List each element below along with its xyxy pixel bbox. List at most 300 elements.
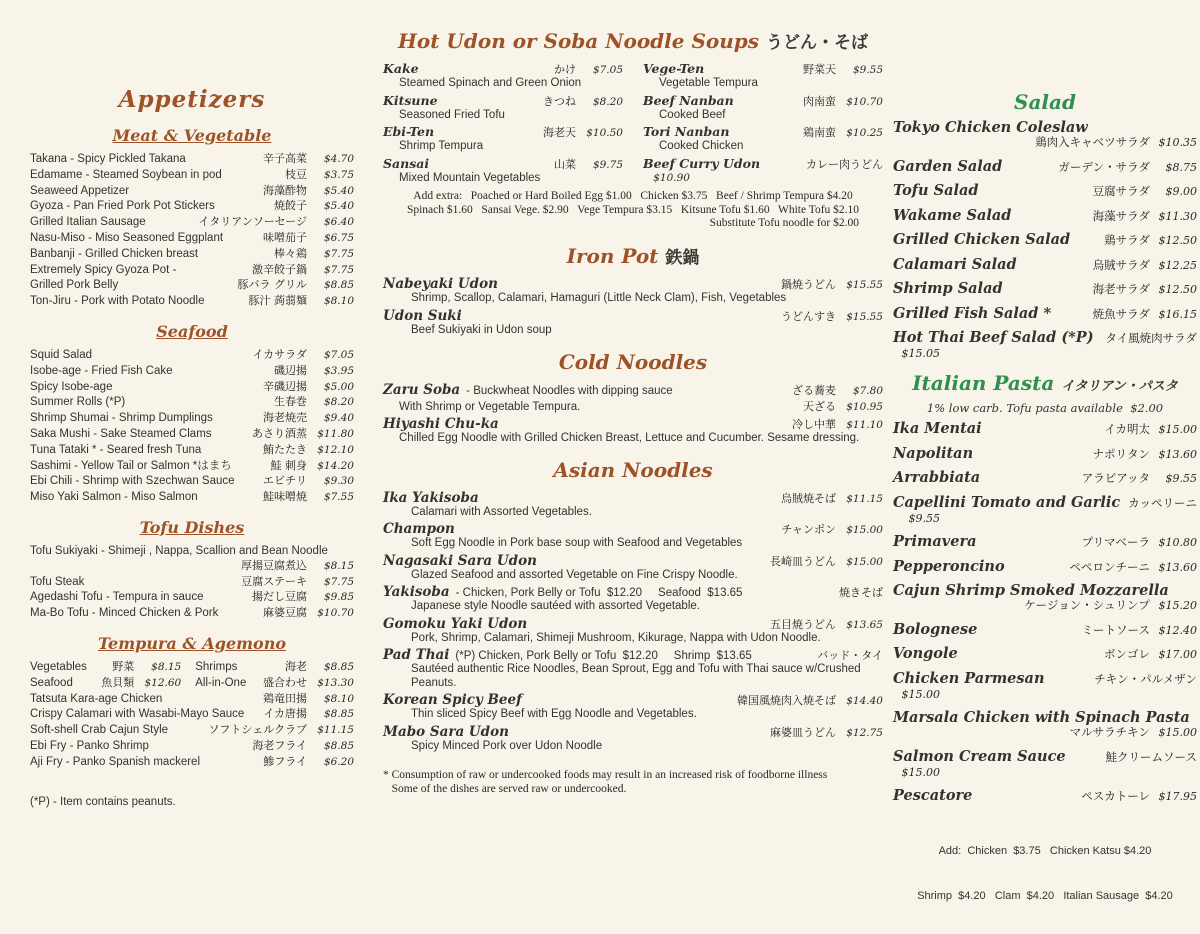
item-description: Shrimp, Scallop, Calamari, Hamaguri (Little Neck Clam), Fish, Vegetables — [411, 291, 787, 304]
item-name: Tokyo Chicken Coleslaw — [893, 119, 1088, 136]
menu-item-row — [893, 208, 1197, 224]
item-name: Yakisoba — [383, 584, 450, 600]
menu-item-row — [383, 61, 623, 91]
tofu-dishes-heading: Tofu Dishes — [139, 517, 245, 537]
salad-pasta-column — [893, 90, 1197, 934]
item-name: Soft-shell Crab Cajun Style — [30, 724, 169, 737]
item-name-jp: チャンポン — [781, 523, 836, 536]
hot-udon-soba-heading — [383, 28, 883, 53]
item-name: Pescatore — [893, 787, 973, 804]
item-description: Mixed Mountain Vegetables — [399, 171, 541, 184]
disclaimer-line-1: * Consumption of raw or undercooked foods may result in an increased risk of foodborne illness — [383, 769, 828, 781]
item-name-jp: タイ風焼肉サラダ — [1105, 331, 1197, 345]
item-price: $8.15 — [323, 559, 354, 572]
item-name-jp: 海藻サラダ — [1092, 208, 1150, 223]
item-name-jp: 鮭 刺身 — [270, 458, 307, 472]
item-description: Shrimp Tempura — [399, 140, 484, 152]
item-price: $9.55 — [852, 64, 883, 76]
item-name-jp: 鯵フライ — [263, 754, 307, 768]
menu-item-row — [893, 257, 1197, 273]
pasta-add-line-2: Shrimp $4.20 Clam $4.20 Italian Sausage $4.20 — [917, 890, 1173, 902]
item-name-jp: うどんすき — [781, 310, 836, 323]
item-name-jp: 鶏サラダ — [1104, 233, 1150, 247]
menu-item-row — [30, 755, 354, 770]
item-name: Kake — [383, 61, 419, 76]
item-name-jp: 麻婆豆腐 — [263, 606, 307, 620]
item-price: $15.00 — [901, 687, 940, 701]
item-name: Tatsuta Kara-age Chicken — [30, 692, 163, 705]
item-price: $13.60 — [1158, 447, 1197, 461]
menu-item-row — [893, 306, 1197, 322]
item-name-jp: 五目焼うどん — [770, 617, 836, 631]
item-name-jp: 鍋焼うどん — [781, 277, 836, 291]
item-name-jp: あさり酒蒸 — [252, 426, 307, 440]
cold-noodles-list — [383, 382, 883, 446]
item-name-jp: 山菜 — [554, 157, 576, 171]
item-description: Calamari with Assorted Vegetables. — [411, 505, 592, 518]
item-name: Vegetables — [30, 660, 87, 673]
item-name: Pad Thai — [383, 647, 450, 663]
menu-item-row — [893, 330, 1197, 361]
item-name-jp: カレー肉うどん — [806, 157, 883, 171]
item-name-jp: 鶏竜田揚 — [263, 691, 307, 705]
item-price: $8.85 — [323, 279, 354, 292]
menu-item-row — [383, 416, 883, 432]
item-name-jp: プリマベーラ — [1081, 535, 1150, 549]
add-extra-line-1: Add extra: Poached or Hard Boiled Egg $1.00 Chicken $3.75 Beef / Shrimp Tempura $4.20 — [413, 190, 853, 202]
item-name: Tuna Tataki * - Seared fresh Tuna — [30, 443, 202, 456]
item-name: Hot Thai Beef Salad (*P) — [893, 329, 1094, 346]
item-price: $17.00 — [1158, 648, 1197, 661]
item-name-jp: 激辛餃子鍋 — [252, 262, 307, 276]
item-price: $12.25 — [1158, 258, 1197, 272]
item-description: Soft Egg Noodle in Pork base soup with Seafood and Vegetables — [411, 537, 743, 549]
menu-item-row — [30, 215, 354, 230]
item-name: Beef Nanban — [643, 92, 734, 108]
item-price: $15.00 — [1158, 726, 1197, 739]
appetizers-column — [30, 86, 354, 808]
item-price: $10.90 — [653, 171, 690, 184]
item-price: $8.20 — [592, 95, 623, 108]
item-name: Udon Suki — [383, 308, 462, 324]
item-name-jp: イタリアンソーセージ — [198, 215, 307, 229]
item-name: Grilled Italian Sausage — [30, 216, 146, 229]
menu-item-row — [30, 575, 354, 590]
item-name: Capellini Tomato and Garlic — [893, 493, 1121, 511]
menu-item-row — [30, 707, 354, 722]
menu-item-row — [30, 152, 354, 167]
menu-item-row — [643, 124, 883, 154]
item-name: Grilled Fish Salad * — [893, 304, 1052, 322]
asian-noodles-list — [383, 490, 883, 754]
noodles-column — [383, 28, 883, 796]
item-name: Aji Fry - Panko Spanish mackerel — [30, 755, 201, 768]
menu-item-row — [893, 159, 1197, 175]
item-name-jp: 焼魚サラダ — [1092, 306, 1150, 321]
item-name-jp: 揚だし豆腐 — [252, 590, 307, 604]
item-name: Primavera — [893, 533, 977, 550]
menu-item-row — [30, 231, 354, 246]
menu-item-row — [30, 184, 354, 199]
item-name-jp: 海老焼売 — [263, 411, 307, 425]
item-name: Gyoza - Pan Fried Pork Pot Stickers — [30, 200, 215, 213]
item-name-jp: 冷し中華 — [792, 418, 836, 431]
item-name-jp: 磯辺揚 — [274, 363, 307, 377]
menu-item-row — [30, 723, 354, 738]
item-name-jp: 海老サラダ — [1092, 282, 1150, 296]
tofu-dishes-list — [30, 544, 354, 621]
menu-item-row — [893, 749, 1197, 780]
menu-item-row — [30, 443, 354, 458]
tempura-list — [30, 692, 354, 770]
item-name-jp: 長崎皿うどん — [770, 554, 836, 568]
item-description: Pork, Shrimp, Calamari, Shimeji Mushroom, Kikurage, Nappa with Udon Noodle. — [411, 631, 821, 644]
item-name-jp: ペスカトーレ — [1081, 789, 1150, 803]
item-name: Grilled Pork Belly — [30, 279, 119, 292]
item-price: $8.10 — [323, 295, 354, 308]
item-price: $6.20 — [323, 755, 354, 768]
item-price: $12.50 — [1158, 283, 1197, 296]
item-price: $10.80 — [1158, 536, 1197, 549]
item-name-jp: イカ唐揚 — [263, 707, 307, 721]
item-name-jp: 烏賊サラダ — [1092, 257, 1150, 272]
item-name: Bolognese — [893, 620, 978, 638]
item-name: Vongole — [893, 645, 958, 662]
item-name: Tori Nanban — [643, 124, 730, 139]
item-name: Tofu Sukiyaki - Shimeji , Nappa, Scallion and Bean Noodle — [30, 544, 328, 557]
item-name-jp: ボンゴレ — [1104, 647, 1150, 661]
iron-pot-title: Iron Pot — [566, 243, 659, 268]
menu-item-row — [30, 474, 354, 489]
item-name-jp: エビチリ — [263, 474, 307, 488]
item-name: Takana - Spicy Pickled Takana — [30, 153, 186, 165]
item-name: Calamari Salad — [893, 255, 1017, 273]
item-price: $14.20 — [317, 459, 354, 472]
item-name: Ebi-Ten — [383, 124, 435, 139]
item-name: Edamame - Steamed Soybean in pod — [30, 168, 222, 181]
menu-item-row — [893, 281, 1197, 297]
peanut-note: (*P) - Item contains peanuts. — [30, 795, 176, 808]
iron-pot-list — [383, 276, 883, 338]
item-name: Nagasaki Sara Udon — [383, 552, 537, 569]
tempura-grid — [30, 660, 354, 692]
item-name: Chicken Parmesan — [893, 669, 1045, 687]
item-price: $8.15 — [151, 660, 182, 673]
menu-item-row — [30, 263, 354, 278]
item-name: Tofu Steak — [30, 575, 85, 588]
appetizers-title: Appetizers — [118, 86, 266, 113]
menu-item-row — [30, 544, 354, 574]
menu-item-row — [30, 380, 354, 395]
menu-item-row — [195, 676, 354, 691]
meat-vegetable-heading: Meat & Vegetable — [112, 126, 272, 145]
item-price: $12.40 — [1158, 623, 1197, 637]
menu-item-row — [30, 247, 354, 262]
italian-pasta-heading — [893, 371, 1197, 395]
item-name-jp: 海老天 — [543, 126, 576, 139]
item-price: $4.70 — [323, 153, 354, 165]
add-extra-line-3: Substitute Tofu noodle for $2.00 — [709, 217, 859, 229]
item-name: Saka Mushi - Sake Steamed Clams — [30, 427, 212, 440]
menu-item-row — [893, 120, 1197, 150]
menu-item-row — [383, 398, 883, 417]
menu-item-row — [893, 534, 1197, 550]
item-name: Extremely Spicy Gyoza Pot - — [30, 263, 177, 276]
item-name: Garden Salad — [893, 157, 1003, 175]
salad-heading: Salad — [1014, 90, 1076, 114]
item-description: Thin sliced Spicy Beef with Egg Noodle and Vegetables. — [411, 708, 697, 720]
item-name: Crispy Calamari with Wasabi-Mayo Sauce — [30, 708, 245, 721]
item-name: Hiyashi Chu-ka — [383, 416, 499, 432]
menu-item-row — [30, 606, 354, 621]
hot-udon-soba-title-jp: うどん・そば — [766, 33, 868, 53]
item-name-jp: 烏賊焼そば — [781, 491, 836, 505]
item-name: Ika Mentai — [893, 420, 982, 437]
menu-item-row — [30, 199, 354, 214]
menu-item-row — [383, 584, 883, 614]
item-price: $13.30 — [317, 676, 354, 689]
item-name: Shrimp Shumai - Shrimp Dumplings — [30, 412, 213, 425]
menu-item-row — [893, 495, 1197, 526]
cold-noodles-heading: Cold Noodles — [558, 349, 708, 374]
item-price: $7.75 — [323, 247, 354, 260]
item-price: $6.40 — [323, 216, 354, 229]
menu-item-row — [383, 382, 883, 398]
item-price: $9.75 — [592, 158, 623, 171]
item-price: $15.00 — [901, 765, 940, 779]
item-name: Beef Curry Udon — [643, 155, 761, 171]
item-description: Spicy Minced Pork over Udon Noodle — [411, 739, 603, 752]
menu-item-row — [383, 647, 883, 690]
menu-item-row — [383, 616, 883, 646]
item-name: Isobe-age - Fried Fish Cake — [30, 364, 173, 377]
item-name-jp: 海老フライ — [252, 738, 307, 752]
menu-item-row — [893, 646, 1197, 662]
item-name-jp: 辛磯辺揚 — [263, 379, 307, 393]
menu-item-row — [383, 724, 883, 754]
item-name: Kitsune — [383, 92, 438, 108]
item-price: $3.75 — [323, 168, 354, 181]
item-name: Summer Rolls (*P) — [30, 396, 126, 409]
item-price: $7.55 — [323, 491, 354, 504]
menu-item-row — [893, 232, 1197, 248]
item-name-jp: かけ — [554, 63, 576, 76]
item-subtext: - Buckwheat Noodles with dipping sauce — [466, 384, 673, 397]
item-price: $8.75 — [1165, 160, 1197, 174]
item-name: Nasu-Miso - Miso Seasoned Eggplant — [30, 231, 224, 244]
item-price: $5.40 — [323, 184, 354, 197]
menu-item-row — [893, 583, 1197, 613]
item-price: $7.75 — [323, 263, 354, 276]
item-name: Ika Yakisoba — [383, 489, 479, 506]
item-name-jp: 野菜天 — [803, 63, 836, 76]
item-name-jp: ざる蕎麦 — [792, 383, 836, 397]
item-name: Miso Yaki Salmon - Miso Salmon — [30, 491, 198, 504]
item-name-jp: 麻婆皿うどん — [770, 725, 836, 739]
item-name-jp: ケージョン・シュリンプ — [1024, 598, 1150, 612]
item-name-jp: ガーデン・サラダ — [1058, 159, 1150, 174]
item-name-jp: バッド・タイ — [817, 649, 883, 662]
item-name: Cajun Shrimp Smoked Mozzarella — [893, 582, 1169, 599]
item-name: Mabo Sara Udon — [383, 723, 509, 740]
item-name-jp: マルサラチキン — [1069, 725, 1150, 739]
item-price: $11.10 — [846, 419, 883, 431]
seafood-list — [30, 348, 354, 505]
item-price: $8.85 — [323, 708, 354, 721]
item-name-jp: イカサラダ — [252, 347, 307, 361]
menu-item-row — [30, 278, 354, 293]
item-name: Zaru Soba — [383, 381, 461, 398]
item-price: $11.15 — [846, 492, 883, 505]
item-price: $17.95 — [1158, 790, 1197, 803]
item-name: Gomoku Yaki Udon — [383, 615, 528, 632]
item-price: $12.60 — [144, 676, 182, 689]
item-name: Wakame Salad — [893, 206, 1012, 224]
item-name-jp: 魚貝類 — [101, 675, 135, 689]
item-price: $7.05 — [592, 64, 623, 76]
menu-item-row — [893, 710, 1197, 740]
item-price: $8.85 — [323, 739, 354, 752]
item-price: $15.20 — [1158, 599, 1197, 612]
item-name-jp: 鶏肉入キャベツサラダ — [1035, 135, 1150, 149]
item-name: Tofu Salad — [893, 182, 979, 199]
item-description: Cooked Beef — [659, 108, 726, 121]
item-name: Ebi Chili - Shrimp with Szechwan Sauce — [30, 475, 235, 488]
item-price: $15.55 — [846, 311, 883, 323]
raw-food-disclaimer — [383, 769, 883, 796]
item-price: $8.20 — [323, 396, 354, 409]
pasta-list — [893, 421, 1197, 804]
item-price: $10.70 — [317, 607, 354, 620]
item-price: $9.55 — [1165, 472, 1197, 485]
item-name-jp: 枝豆 — [285, 167, 307, 181]
menu-item-row — [893, 470, 1197, 486]
item-name-jp: カッペリーニ — [1128, 495, 1197, 510]
menu-item-row — [195, 660, 354, 675]
item-name-jp: 鶏南蛮 — [803, 126, 836, 139]
item-description: Steamed Spinach and Green Onion — [399, 77, 582, 89]
item-name-jp: ミートソース — [1081, 622, 1150, 637]
item-name: Nabeyaki Udon — [383, 275, 498, 292]
menu-item-row — [30, 427, 354, 442]
menu-item-row — [643, 93, 883, 123]
menu-item-row — [30, 660, 181, 675]
item-name-jp: 焼きそば — [839, 586, 883, 599]
item-name-jp: イカ明太 — [1104, 422, 1150, 436]
item-price: $9.30 — [323, 475, 354, 488]
item-name: Banbanji - Grilled Chicken breast — [30, 247, 199, 260]
item-name-jp: ペペロンチーニ — [1069, 559, 1150, 574]
item-name-jp: 棒々鶏 — [274, 246, 307, 260]
pasta-add-note — [893, 814, 1197, 934]
iron-pot-title-jp: 鉄鍋 — [665, 247, 700, 268]
menu-item-row — [383, 553, 883, 583]
menu-item-row — [383, 692, 883, 722]
item-price: $15.00 — [846, 524, 883, 536]
salad-list — [893, 120, 1197, 361]
item-subtext: - Chicken, Pork Belly or Tofu $12.20 Seafood $13.65 — [455, 587, 743, 599]
menu-item-row — [893, 622, 1197, 638]
item-name-jp: 海藻酢物 — [263, 183, 307, 197]
item-price: $13.65 — [846, 618, 883, 631]
item-price: $6.75 — [323, 231, 354, 244]
menu-item-row — [30, 395, 354, 410]
menu-item-row — [383, 93, 623, 123]
item-name: Ebi Fry - Panko Shrimp — [30, 739, 149, 752]
italian-pasta-title: Italian Pasta — [912, 371, 1055, 395]
menu-item-row — [30, 411, 354, 426]
item-name-jp: アラビアッタ — [1081, 471, 1150, 485]
item-price: $8.10 — [323, 692, 354, 705]
item-name-jp: 厚揚豆腐煮込 — [241, 558, 307, 572]
pasta-note: 1% low carb. Tofu pasta available $2.00 — [926, 401, 1164, 415]
soup-left-subcolumn — [383, 61, 623, 187]
item-name: Champon — [383, 521, 455, 537]
item-name: Sansai — [383, 155, 430, 171]
item-price: $9.55 — [908, 511, 940, 525]
item-name-jp: 味噌茄子 — [263, 230, 307, 244]
item-description: Cooked Chicken — [659, 140, 744, 152]
soup-grid — [383, 61, 883, 187]
item-name: Napolitan — [893, 444, 974, 462]
menu-item-row — [30, 459, 354, 474]
item-price: $10.70 — [846, 95, 883, 108]
item-name-jp: チキン・パルメザン — [1094, 671, 1197, 686]
item-price: $11.15 — [317, 724, 354, 737]
item-price: $11.30 — [1158, 209, 1197, 223]
item-name-jp: 生春巻 — [274, 395, 307, 409]
item-name: Marsala Chicken with Spinach Pasta — [893, 709, 1190, 726]
menu-item-row — [893, 559, 1197, 575]
item-name-jp: 肉南蛮 — [803, 94, 836, 108]
item-name-jp: 豚汁 蒟蒻麺 — [248, 294, 307, 308]
item-subtext: (*P) Chicken, Pork Belly or Tofu $12.20 Shrimp $13.65 — [455, 650, 752, 662]
menu-item-row — [30, 676, 181, 691]
menu-item-row — [30, 590, 354, 605]
menu-item-row — [30, 348, 354, 363]
add-extra-note — [383, 190, 883, 231]
menu-item-row — [383, 156, 623, 186]
item-description: Chilled Egg Noodle with Grilled Chicken Breast, Lettuce and Cucumber. Sesame dressing. — [399, 432, 860, 444]
item-price: $9.00 — [1165, 185, 1197, 198]
item-price: $15.00 — [1158, 423, 1197, 436]
item-name: Pepperoncino — [893, 557, 1005, 575]
soup-right-subcolumn — [643, 61, 883, 187]
item-price: $14.40 — [846, 695, 883, 707]
item-name-jp: 豆腐サラダ — [1092, 184, 1150, 198]
item-name: Squid Salad — [30, 348, 93, 361]
item-name-jp: 天ざる — [803, 399, 836, 413]
item-description: Seasoned Fried Tofu — [399, 108, 505, 121]
seafood-heading: Seafood — [156, 321, 228, 341]
meat-vegetable-list — [30, 152, 354, 309]
item-price: $11.80 — [317, 427, 354, 440]
item-price: $7.80 — [852, 384, 883, 397]
menu-item-row — [30, 692, 354, 707]
item-name-jp: 盛合わせ — [263, 675, 307, 689]
item-name: Ma-Bo Tofu - Minced Chicken & Pork — [30, 607, 219, 620]
menu-item-row — [30, 364, 354, 379]
menu-item-row — [383, 124, 623, 154]
menu-item-row — [383, 276, 883, 306]
item-description: Glazed Seafood and assorted Vegetable on Fine Crispy Noodle. — [411, 568, 738, 581]
item-price: $9.85 — [323, 591, 354, 604]
item-price: $10.35 — [1158, 136, 1197, 149]
item-subtext: With Shrimp or Vegetable Tempura. — [399, 400, 581, 413]
item-name: Agedashi Tofu - Tempura in sauce — [30, 591, 204, 604]
menu-item-row — [383, 308, 883, 338]
menu-item-row — [893, 421, 1197, 437]
